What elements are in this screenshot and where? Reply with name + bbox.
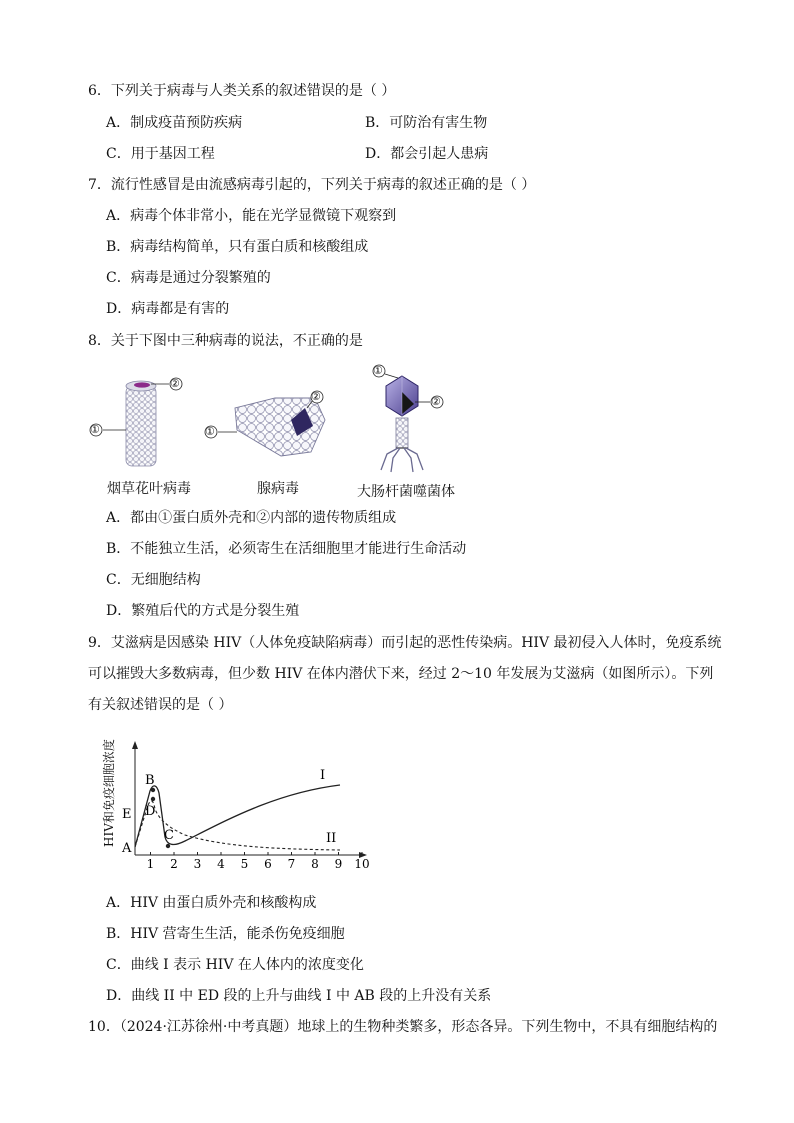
x-tick-label: 3 (193, 857, 202, 870)
q9-stem-line1: 9．艾滋病是因感染 HIV（人体免疫缺陷病毒）而引起的恶性传染病。HIV 最初侵入人体时，免疫系统 (88, 635, 722, 651)
q7-option-c[interactable]: C．病毒是通过分裂繁殖的 (106, 270, 271, 286)
q7-option-d[interactable]: D．病毒都是有害的 (106, 301, 230, 317)
q6-option-a[interactable]: A．制成疫苗预防疾病 (106, 115, 243, 131)
tmv-mark-2: ② (170, 377, 180, 390)
q10-stem: 10．（2024·江苏徐州·中考真题）地球上的生物种类繁多，形态各异。下列生物中，不具有细胞结构的 (88, 1019, 718, 1035)
hiv-graph-ylabel: HIV和免疫细胞浓度 (102, 739, 116, 847)
q9-option-a[interactable]: A．HIV 由蛋白质外壳和核酸构成 (106, 895, 317, 911)
q9-option-d[interactable]: D．曲线 II 中 ED 段的上升与曲线 I 中 AB 段的上升没有关系 (106, 988, 492, 1004)
point-a-label: A (122, 841, 132, 856)
tobacco-mosaic-virus-drawing (90, 378, 182, 466)
tmv-mark-1: ① (90, 423, 100, 436)
q6-option-c[interactable]: C．用于基因工程 (106, 146, 215, 162)
x-tick-label: 10 (354, 857, 370, 870)
phage-mark-1: ① (373, 364, 383, 377)
curve-2-label: II (326, 831, 337, 846)
point-d-label: D (145, 804, 156, 819)
point-b-dot (151, 788, 155, 792)
q9-stem-line2: 可以摧毁大多数病毒，但少数 HIV 在体内潜伏下来，经过 2～10 年发展为艾滋病（如图所示）。下列 (88, 666, 714, 682)
q7-stem: 7．流行性感冒是由流感病毒引起的，下列关于病毒的叙述正确的是（ ） (88, 177, 536, 193)
q6-stem: 6．下列关于病毒与人类关系的叙述错误的是（ ） (88, 83, 396, 99)
x-tick-label: 7 (287, 857, 296, 870)
virus-caption-tmv: 烟草花叶病毒 (107, 481, 191, 497)
phage-mark-2: ② (431, 395, 441, 408)
adeno-mark-1: ① (205, 425, 215, 438)
adenovirus-drawing (205, 391, 325, 456)
x-tick-label: 9 (334, 857, 343, 870)
virus-caption-phage: 大肠杆菌噬菌体 (357, 484, 455, 500)
q9-option-c[interactable]: C．曲线 I 表示 HIV 在人体内的浓度变化 (106, 957, 364, 973)
curve-1-label: I (320, 768, 326, 783)
point-e-label: E (122, 807, 132, 822)
point-c-label: C (164, 828, 174, 843)
x-tick-label: 6 (264, 857, 272, 870)
x-tick-label: 2 (170, 857, 178, 870)
hiv-graph-y-arrow (132, 741, 138, 749)
x-tick-label: 5 (240, 857, 249, 870)
virus-caption-adenovirus: 腺病毒 (257, 481, 299, 497)
q7-option-a[interactable]: A．病毒个体非常小，能在光学显微镜下观察到 (106, 208, 397, 224)
q6-option-b[interactable]: B．可防治有害生物 (365, 115, 488, 131)
point-b-label: B (145, 773, 155, 788)
q8-stem: 8．关于下图中三种病毒的说法，不正确的是 (88, 333, 363, 349)
q9-option-b[interactable]: B．HIV 营寄生生活，能杀伤免疫细胞 (106, 926, 345, 942)
q8-option-b[interactable]: B．不能独立生活，必须寄生在活细胞里才能进行生命活动 (106, 541, 467, 557)
adeno-mark-2: ② (311, 390, 321, 403)
q8-option-c[interactable]: C．无细胞结构 (106, 572, 201, 588)
x-tick-label: 1 (146, 857, 155, 870)
point-c-dot (166, 844, 170, 848)
x-tick-label: 8 (311, 857, 319, 870)
q8-option-a[interactable]: A．都由①蛋白质外壳和②内部的遗传物质组成 (106, 510, 397, 526)
q8-virus-figure (85, 360, 485, 478)
q8-option-d[interactable]: D．繁殖后代的方式是分裂生殖 (106, 603, 300, 619)
x-tick-label: 4 (217, 857, 225, 870)
q6-option-d[interactable]: D．都会引起人患病 (365, 146, 489, 162)
hiv-graph (95, 735, 375, 870)
q9-stem-line3: 有关叙述错误的是（ ） (88, 697, 233, 713)
point-d-dot (151, 797, 155, 801)
bacteriophage-drawing (373, 365, 443, 472)
q7-option-b[interactable]: B．病毒结构简单，只有蛋白质和核酸组成 (106, 239, 369, 255)
